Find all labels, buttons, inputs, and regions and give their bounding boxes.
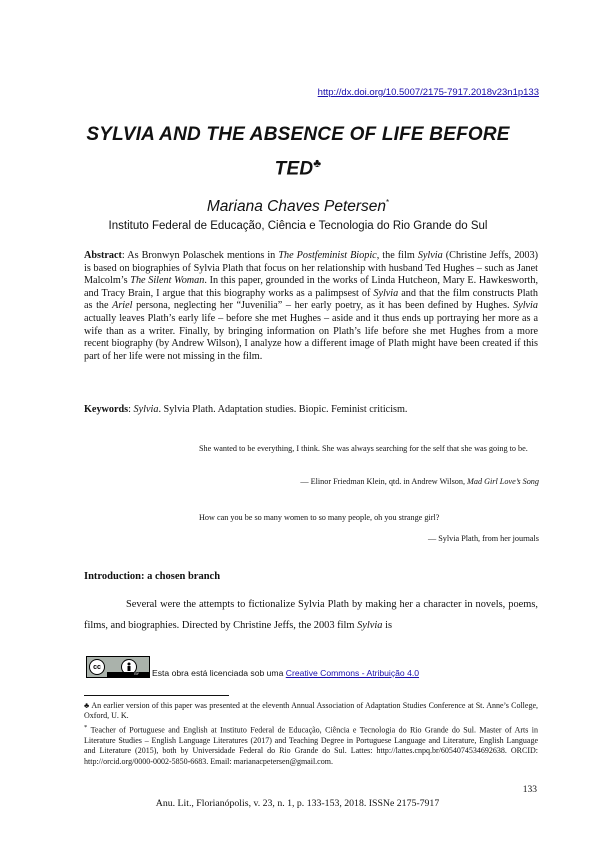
license-statement: Esta obra está licenciada sob uma	[152, 668, 286, 678]
abstract-italic: Sylvia	[513, 300, 538, 312]
keywords-text: . Sylvia Plath. Adaptation studies. Biopic. Feminist criticism.	[158, 404, 408, 415]
intro-text: Several were the attempts to fictionalize Sylvia Plath by making her a character in novels, poems, films, and biographies. Directed by Christine Jeffs, the 2003 film	[84, 599, 538, 631]
epigraph-attribution-text: — Sylvia Plath, from her journals	[428, 534, 539, 543]
abstract-text: , the film	[376, 250, 418, 261]
intro-italic: Sylvia	[357, 620, 383, 631]
footnote-mark: *	[84, 723, 88, 731]
title-line-1: SYLVIA AND THE ABSENCE OF LIFE BEFORE	[86, 124, 510, 145]
footnotes	[84, 701, 538, 768]
cc-icon: cc	[89, 659, 105, 675]
abstract-italic: Sylvia	[373, 287, 399, 299]
keywords-sep: :	[128, 404, 134, 415]
keywords-label: Keywords	[84, 404, 129, 415]
abstract-text: persona, neglecting her “Juvenilia” – her early poetry, as it has been defined by Hughes.	[132, 300, 514, 312]
epigraph-attribution-text: — Elinor Friedman Klein, qtd. in Andrew Wilson,	[300, 477, 468, 486]
club-icon: ♣	[84, 701, 90, 710]
license-text	[152, 668, 419, 678]
journal-citation: Anu. Lit., Florianópolis, v. 23, n. 1, p. 133-153, 2018. ISSNe 2175-7917	[155, 798, 440, 809]
doi-link[interactable]: http://dx.doi.org/10.5007/2175-7917.2018v23n1p133	[317, 87, 539, 98]
abstract-italic: The Postfeminist Biopic	[278, 250, 377, 261]
footnote-text: An earlier version of this paper was presented at the eleventh Annual Association of Adaptation Studies Conference at St. Anne’s College, Oxford, U. K.	[84, 701, 539, 721]
section-heading: Introduction: a chosen branch	[84, 571, 221, 582]
abstract-text: (Christine Jeffs, 2003) is based on biographies of Sylvia Plath that focus on her relationship with husband Ted Hughes – such as Janet Malcolm’s	[84, 250, 538, 287]
abstract-text: : As Bronwyn Polaschek mentions in	[121, 250, 279, 261]
epigraph-quote-2: How can you be so many women to so many people, oh you strange girl?	[199, 513, 440, 522]
author-name	[60, 198, 536, 216]
intro-text: is	[382, 620, 393, 631]
footnote-1	[84, 701, 538, 722]
footnote-2	[84, 723, 538, 767]
abstract-italic: Sylvia	[417, 250, 443, 261]
keyword-italic: Sylvia	[133, 404, 159, 415]
epigraph-attribution-2	[428, 534, 539, 543]
abstract-text: actually leaves Plath’s early life – before she met Hughes – aside and it thus ends up portraying her more as a wife than as a writer. Finally, by bringing information on Plath’s life before she met Hughes from a more recent biography (by Andrew Wilson), I analyze how a different image of Plath might have been created if this part of her life were not missing in the film.	[84, 312, 538, 362]
author-footnote-mark: *	[386, 198, 390, 207]
author-affiliation: Instituto Federal de Educação, Ciência e Tecnologia do Rio Grande do Sul	[108, 220, 488, 232]
abstract-italic: Ariel	[112, 300, 133, 312]
epigraph-quote-1: She wanted to be everything, I think. She was always searching for the self that she was going to be.	[199, 444, 528, 453]
footnote-text: Teacher of Portuguese and English at Instituto Federal de Educação, Ciência e Tecnologia do Rio Grande do Sul. Master of Arts in Literature Studies – English Language Literatures (2017) and Teaching Degree in Portuguese Language and Literature, English Language and Literature (2015), both by Universidade Federal do Rio Grande do Sul. Lattes: http://lattes.cnpq.br/6054074534692638. ORCID: http://orcid.org/0000-0002-5850-6683. Email: marianacpetersen@gmail.com.	[84, 725, 538, 766]
intro-paragraph	[84, 594, 538, 636]
epigraph-attribution-title: Mad Girl Love’s Song	[467, 477, 539, 486]
article-title	[60, 121, 536, 183]
club-icon: ♣	[313, 156, 322, 170]
by-label: BY	[134, 672, 139, 676]
keywords	[84, 404, 538, 417]
abstract-text: and that the film constructs Plath as the	[84, 287, 538, 312]
by-strip	[107, 672, 149, 677]
abstract-text: . In this paper, grounded in the works of Linda Hutcheon, Mary E. Hawkesworth, and Tracy Brain, I argue that this biography works as a palimpsest of	[84, 275, 539, 299]
license-link[interactable]: Creative Commons - Atribuição 4.0	[285, 668, 420, 678]
cc-by-badge[interactable]	[86, 656, 150, 678]
epigraph-attribution-1	[300, 477, 539, 486]
page-number: 133	[522, 785, 537, 795]
abstract-italic: The Silent Woman	[130, 275, 205, 287]
title-line-2: TED	[274, 158, 314, 180]
abstract-label: Abstract	[84, 250, 122, 261]
abstract	[84, 250, 538, 363]
author-name-text: Mariana Chaves Petersen	[206, 198, 387, 216]
license-block	[86, 656, 419, 678]
footnote-divider	[84, 695, 229, 696]
